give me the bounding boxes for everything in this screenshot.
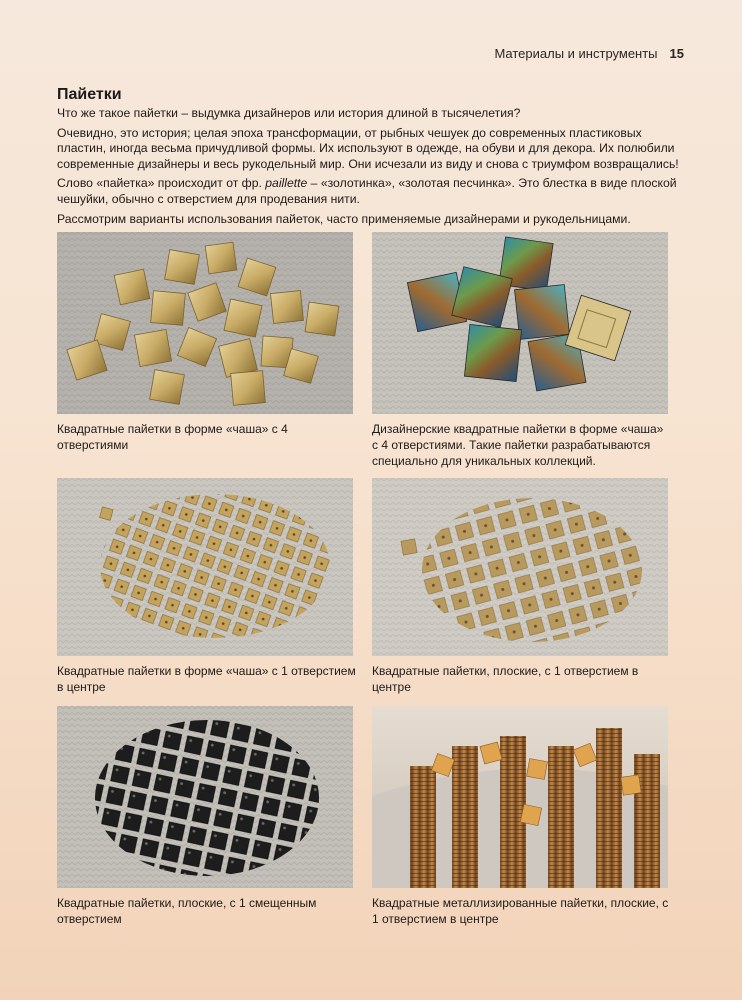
- intro-paragraph-1: Что же такое пайетки – выдумка дизайнеров или история длиной в тысячелетия?: [57, 106, 521, 120]
- caption-gold-cup-sequins-1-hole: Квадратные пайетки в форме «чаша» с 1 отверстием в центре: [57, 664, 356, 694]
- intro-paragraph-4: Рассмотрим варианты использования пайеток, часто применяемые дизайнерами и рукодельницами.: [57, 211, 631, 226]
- photo-flat-gold-sequins-1-hole: [372, 478, 668, 656]
- caption-black-sequins-offset-hole: Квадратные пайетки, плоские, с 1 смещенным отверстием: [57, 896, 317, 926]
- intro-paragraph-3: [57, 176, 685, 207]
- intro-p3-end: – «золотинка», «золотая песчинка». Это блестка в виде плоской чешуйки, обычно с отверстием для продевания нити.: [57, 176, 677, 206]
- running-header: [494, 46, 684, 61]
- intro-p3-start: Слово «пайетка» происходит от фр.: [57, 176, 266, 191]
- photo-gold-cup-sequins-1-hole: [57, 478, 353, 656]
- section-title: Пайетки: [57, 86, 122, 103]
- photo-gold-cup-sequins-4-holes: [57, 232, 353, 414]
- intro-text: [57, 106, 685, 231]
- caption-designer-cup-sequins: Дизайнерские квадратные пайетки в форме «чаша» с 4 отверстиями. Такие пайетки разрабатываются специально для уникальных коллекций.: [372, 422, 664, 468]
- intro-p3-foreign-word: paillette: [265, 176, 308, 191]
- caption-flat-gold-sequins-1-hole: Квадратные пайетки, плоские, с 1 отверстием в центре: [372, 664, 639, 694]
- caption-gold-cup-sequins-4-holes: Квадратные пайетки в форме «чаша» с 4 отверстиями: [57, 422, 288, 452]
- photo-metallic-sequins-strung: [372, 706, 668, 888]
- photo-designer-cup-sequins: [372, 232, 668, 414]
- intro-paragraph-2: Очевидно, это история; целая эпоха трансформации, от рыбных чешуек до современных пластиковых пластин, иногда весьма причудливой формы. Их используют в одежде, на обуви и для декора. Их полюбили современные дизайнеры и весь рукодельный мир. Они исчезали из виду и снова с триумфом возвращались!: [57, 125, 679, 171]
- caption-metallic-sequins-strung: Квадратные металлизированные пайетки, плоские, с 1 отверстием в центре: [372, 896, 669, 926]
- running-header-section: Материалы и инструменты: [494, 46, 658, 61]
- page-number: 15: [669, 46, 684, 61]
- photo-black-sequins-offset-hole: [57, 706, 353, 888]
